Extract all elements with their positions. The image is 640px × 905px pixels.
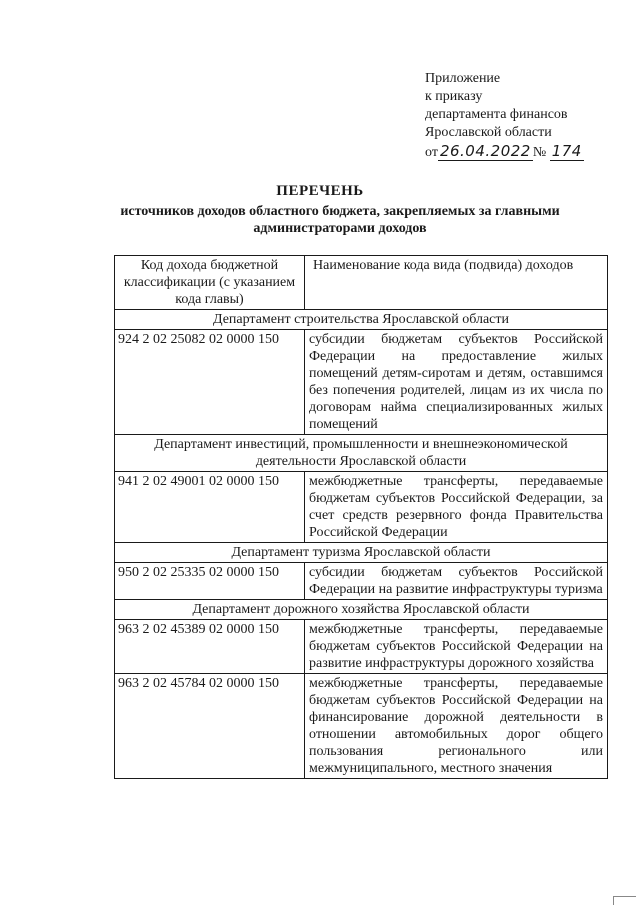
order-date-handwritten: 26.04.2022 <box>439 142 531 160</box>
number-prefix: № <box>532 145 547 160</box>
document-title: ПЕРЕЧЕНЬ <box>276 183 364 199</box>
income-code: 924 2 02 25082 02 0000 150 <box>115 330 305 435</box>
income-code: 963 2 02 45389 02 0000 150 <box>115 620 305 674</box>
department-row <box>115 600 608 620</box>
appendix-line-4: Ярославской области <box>425 125 552 140</box>
table-row <box>115 330 608 435</box>
table-row <box>115 620 608 674</box>
department-name: Департамент дорожного хозяйства Ярославской области <box>115 600 608 620</box>
scan-corner-mark <box>613 896 636 905</box>
table-row <box>115 674 608 779</box>
income-name: субсидии бюджетам субъектов Российской Федерации на развитие инфраструктуры туризма <box>305 563 608 600</box>
income-name: межбюджетные трансферты, передаваемые бюджетам субъектов Российской Федерации на развитие инфраструктуры дорожного хозяйства <box>305 620 608 674</box>
appendix-line-1: Приложение <box>425 71 501 86</box>
income-code: 963 2 02 45784 02 0000 150 <box>115 674 305 779</box>
department-row <box>115 543 608 563</box>
order-date-line <box>425 142 584 162</box>
department-name: Департамент строительства Ярославской области <box>115 310 608 330</box>
department-row <box>115 435 608 472</box>
income-name: межбюджетные трансферты, передаваемые бюджетам субъектов Российской Федерации, за счет средств резервного фонда Правительства Российской Федерации <box>305 472 608 543</box>
revenue-sources-table <box>114 255 608 779</box>
header-code: Код дохода бюджетной классификации (с указанием кода главы) <box>115 256 305 310</box>
department-name: Департамент туризма Ярославской области <box>115 543 608 563</box>
table-row <box>115 563 608 600</box>
header-name: Наименование кода вида (подвида) доходов <box>305 256 608 310</box>
date-prefix: от <box>425 145 438 160</box>
income-name: межбюджетные трансферты, передаваемые бюджетам субъектов Российской Федерации на финансирование дорожной деятельности в отношении автомобильных дорог общего пользования регионального или межмуниципального, местного значения <box>305 674 608 779</box>
income-code: 950 2 02 25335 02 0000 150 <box>115 563 305 600</box>
order-number-handwritten: 174 <box>551 142 582 160</box>
department-row <box>115 310 608 330</box>
appendix-block <box>425 70 584 162</box>
table-row <box>115 472 608 543</box>
income-name: субсидии бюджетам субъектов Российской Федерации на предоставление жилых помещений детям-сиротам и детям, оставшимся без попечения родителей, лицам из их числа по договорам найма специализированных жилых помещений <box>305 330 608 435</box>
table-header-row <box>115 256 608 310</box>
appendix-line-3: департамента финансов <box>425 107 568 122</box>
appendix-line-2: к приказу <box>425 89 483 104</box>
income-code: 941 2 02 49001 02 0000 150 <box>115 472 305 543</box>
department-name: Департамент инвестиций, промышленности и внешнеэкономической деятельности Ярославской области <box>115 435 608 472</box>
document-subtitle: источников доходов областного бюджета, закрепляемых за главными администраторами доходов <box>120 204 560 236</box>
